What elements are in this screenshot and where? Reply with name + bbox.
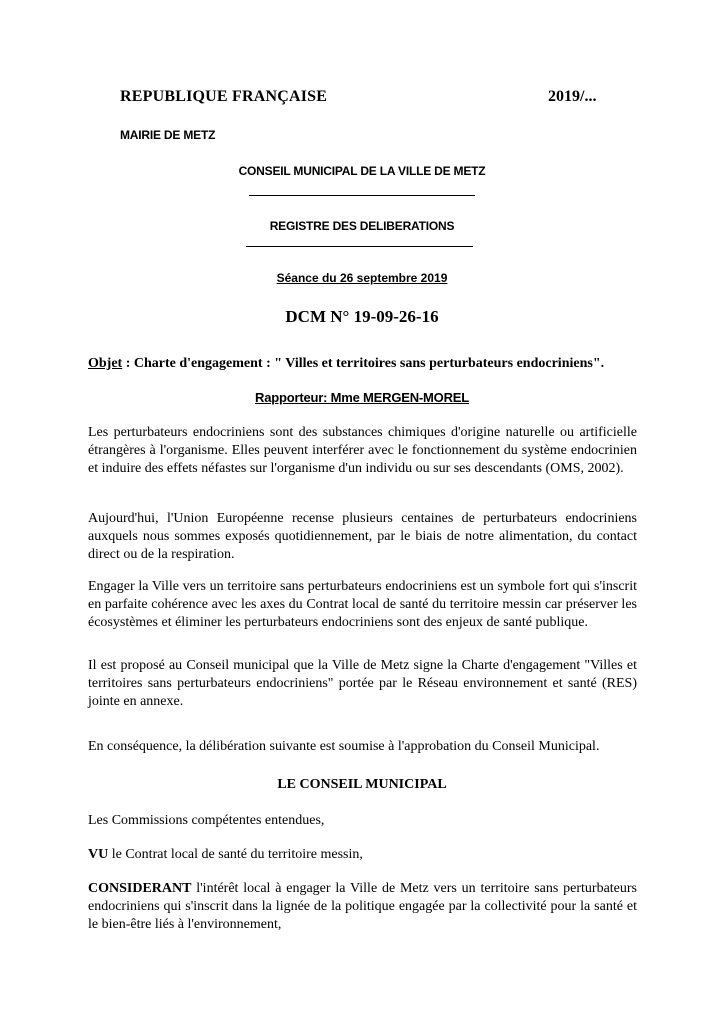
divider-line bbox=[246, 246, 473, 247]
paragraph-commitment: Engager la Ville vers un territoire sans perturbateurs endocriniens est un symbole fort qui s'inscrit en parfaite cohérence avec les axes du Contrat local de santé du territoire messin car préserver les écosystèmes et éliminer les perturbateurs endocriniens sont des enjeux de santé publique. bbox=[88, 579, 637, 630]
subject-text: : Charte d'engagement : " Villes et territoires sans perturbateurs endocriniens". bbox=[122, 356, 605, 371]
paragraph-eu-census: Aujourd'hui, l'Union Européenne recense plusieurs centaines de perturbateurs endocriniens auxquels nous sommes exposés quotidiennement, par le biais de notre alimentation, du contact direct ou de la respiration. bbox=[88, 511, 637, 562]
paragraph-definition: Les perturbateurs endocriniens sont des substances chimiques d'origine naturelle ou artificielle étrangères à l'organisme. Elles peuvent interférer avec le fonctionnement du système endocrinien et induire des effets néfastes sur l'organisme d'un individu ou sur ses descendants (OMS, 2002). bbox=[88, 425, 637, 476]
paragraph-proposal: Il est proposé au Conseil municipal que la Ville de Metz signe la Charte d'engagement "Villes et territoires sans perturbateurs endocriniens" portée par le Réseau environnement et santé (RES) jointe en annexe. bbox=[88, 658, 637, 709]
divider-line bbox=[249, 195, 475, 196]
rapporteur-line: Rapporteur: Mme MERGEN-MOREL bbox=[255, 390, 469, 405]
paragraph-consequence: En conséquence, la délibération suivante est soumise à l'approbation du Conseil Municipal. bbox=[88, 739, 600, 754]
considerant-paragraph bbox=[88, 880, 637, 934]
registry-heading: REGISTRE DES DELIBERATIONS bbox=[269, 219, 455, 233]
council-section-heading: LE CONSEIL MUNICIPAL bbox=[277, 777, 447, 792]
republic-heading: REPUBLIQUE FRANÇAISE bbox=[120, 88, 328, 105]
vu-text: le Contrat local de santé du territoire messin, bbox=[108, 847, 363, 862]
session-date: Séance du 26 septembre 2019 bbox=[276, 271, 448, 285]
council-heading: CONSEIL MUNICIPAL DE LA VILLE DE METZ bbox=[238, 164, 486, 178]
subject-line bbox=[88, 356, 604, 372]
mairie-heading: MAIRIE DE METZ bbox=[120, 128, 216, 142]
dcm-number: DCM N° 19-09-26-16 bbox=[285, 307, 439, 326]
considerant-text: l'intérêt local à engager la Ville de Metz vers un territoire sans perturbateurs endocriniens qui s'inscrit dans la lignée de la politique engagée par la collectivité pour la santé et le bien-être liés à l'environnement, bbox=[88, 881, 637, 932]
vu-line bbox=[88, 846, 637, 864]
vu-label: VU bbox=[88, 847, 109, 862]
deliberation-number: 2019/... bbox=[548, 88, 597, 105]
subject-label: Objet bbox=[88, 356, 123, 371]
considerant-label: CONSIDERANT bbox=[88, 881, 192, 896]
commissions-line: Les Commissions compétentes entendues, bbox=[88, 813, 325, 828]
